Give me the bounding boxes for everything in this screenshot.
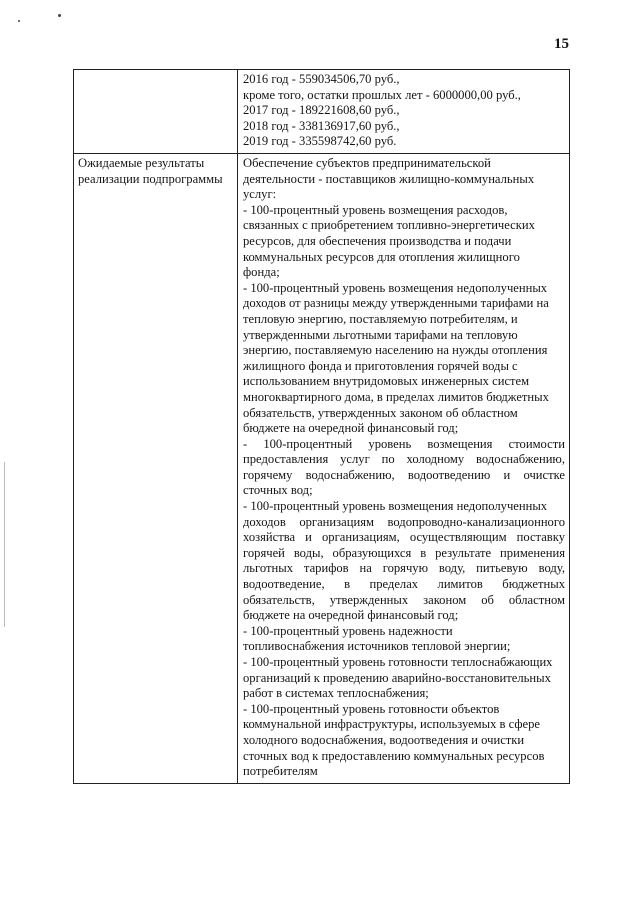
text-line: Обеспечение субъектов предпринимательской	[243, 156, 491, 170]
text-line: - 100-процентный уровень надежности	[243, 623, 453, 638]
text-line: хозяйства и организациям, осуществляющим поставку	[243, 530, 565, 545]
text-line: горячей воды, образующихся в результате применения	[243, 545, 565, 560]
text-line: бюджете на очередной финансовый год;	[243, 421, 459, 436]
text-line: - 100-процентный уровень возмещения недополученных	[243, 280, 548, 295]
text-line: связанных с приобретением топливно-энергетических	[243, 218, 535, 233]
text-line: использованием внутридомовых инженерных систем	[243, 374, 530, 389]
text-line: коммунальной инфраструктуры, используемых в сфере	[243, 717, 541, 732]
text-line: утвержденными льготными тарифами на тепловую	[243, 327, 518, 342]
table-cell-expected-results-text	[238, 154, 570, 784]
text-line: льготных тарифов на горячую воду, питьевую воду,	[243, 561, 565, 576]
table-cell-label-empty	[74, 70, 238, 154]
text-line: услуг:	[243, 187, 277, 202]
text-line: фонда;	[243, 265, 280, 280]
text-line: предоставления услуг по холодному водоснабжению,	[243, 452, 565, 467]
table-row-financing	[74, 70, 570, 154]
text-line: энергию, поставляемую населению на нужды отопления	[243, 343, 548, 358]
table-cell-label-expected-results	[74, 154, 238, 784]
text-line: многоквартирного дома, в пределах лимитов бюджетных	[243, 389, 549, 404]
text-line: горячему водоснабжению, водоотведению и очистке	[243, 467, 565, 482]
text-line: доходов организациям водопроводно-канализационного	[243, 514, 565, 529]
text-line: кроме того, остатки прошлых лет - 6000000,00 руб.,	[243, 87, 521, 102]
text-line: 2019 год - 335598742,60 руб.	[243, 134, 397, 149]
text-line: тепловую энергию, поставляемую потребителям, и	[243, 311, 518, 326]
text-line: водоотведение, в пределах лимитов бюджетных	[243, 577, 565, 592]
text-line: ресурсов, для обеспечения производства и подачи	[243, 233, 512, 248]
text-line: деятельности - поставщиков жилищно-коммунальных	[243, 171, 535, 186]
text-line: работ в системах теплоснабжения;	[243, 686, 429, 701]
text-line: - 100-процентный уровень готовности теплоснабжающих	[243, 655, 553, 669]
table-row-expected-results	[74, 154, 570, 784]
text-line: жилищного фонда и приготовления горячей воды с	[243, 358, 518, 373]
scan-speck	[58, 14, 61, 17]
text-line: сточных вод;	[243, 483, 313, 498]
text-line: реализации подпрограммы	[78, 171, 223, 186]
text-line: коммунальных ресурсов для отопления жилищного	[243, 249, 520, 264]
text-line: 2016 год - 559034506,70 руб.,	[243, 72, 400, 86]
text-line: - 100-процентный уровень готовности объектов	[243, 701, 500, 716]
page-number: 15	[554, 36, 569, 52]
passport-table	[73, 69, 570, 784]
table-cell-financing-values	[238, 70, 570, 154]
text-line: - 100-процентный уровень возмещения недополученных	[243, 499, 548, 514]
text-line: 2017 год - 189221608,60 руб.,	[243, 103, 400, 118]
text-line: организаций к проведению аварийно-восстановительных	[243, 670, 551, 685]
text-line: бюджете на очередной финансовый год;	[243, 608, 459, 623]
scan-margin-line	[4, 462, 5, 627]
text-line: - 100-процентный уровень возмещения стоимости	[243, 436, 565, 451]
text-line: топливоснабжения источников тепловой энергии;	[243, 639, 511, 654]
text-line: потребителям	[243, 764, 318, 779]
text-line: холодного водоснабжения, водоотведения и очистки	[243, 732, 525, 747]
text-line: обязательств, утвержденных законом об областном	[243, 592, 565, 607]
text-line: Ожидаемые результаты	[78, 156, 205, 170]
text-line: сточных вод к предоставлению коммунальных ресурсов	[243, 748, 545, 763]
text-line: - 100-процентный уровень возмещения расходов,	[243, 202, 508, 217]
text-line: обязательств, утвержденных законом об областном	[243, 405, 518, 420]
text-line: доходов от разницы между утвержденными тарифами на	[243, 296, 549, 311]
scan-speck	[18, 20, 20, 22]
text-line: 2018 год - 338136917,60 руб.,	[243, 118, 400, 133]
